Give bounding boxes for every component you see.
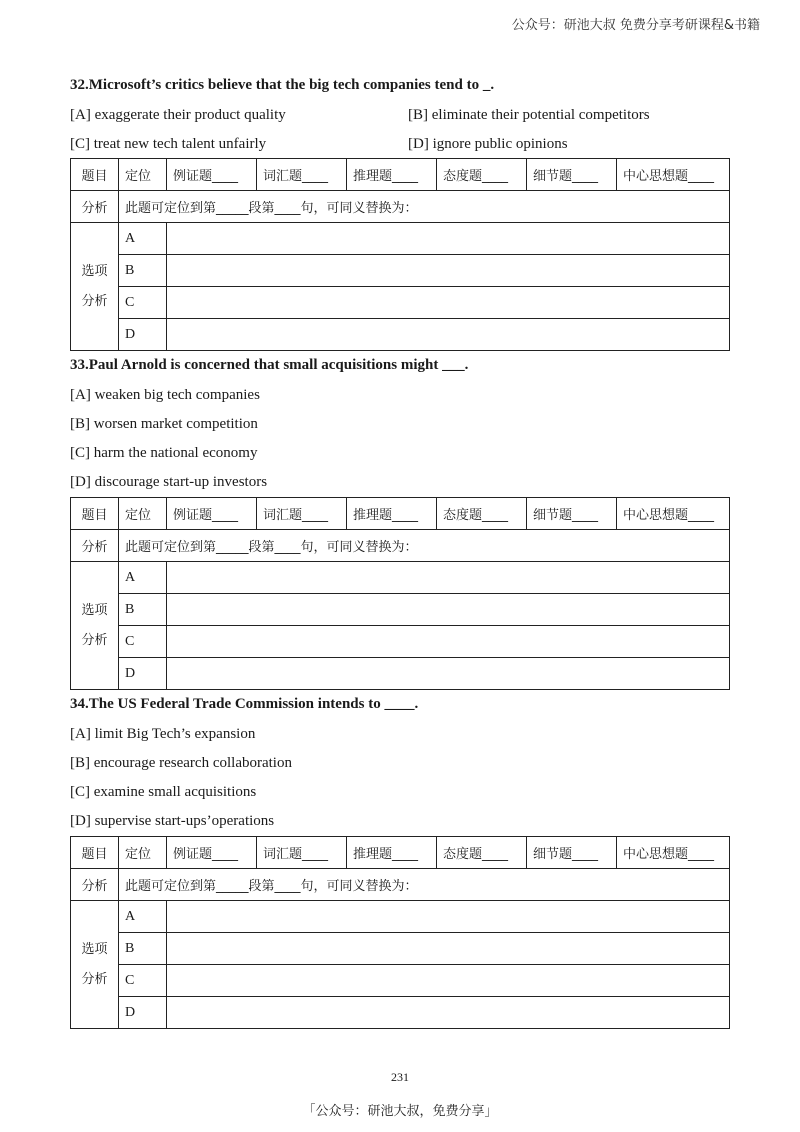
question-34-option-d: [D] supervise start-ups’operations: [70, 813, 275, 829]
options-label-top: 选项: [81, 263, 108, 279]
option-letter: D: [119, 319, 167, 351]
title-label-top: 题目: [71, 159, 119, 191]
question-33-option-d: [D] discourage start-up investors: [70, 474, 268, 490]
type-attitude[interactable]: 态度题____: [437, 159, 527, 191]
options-label: [71, 901, 119, 1029]
option-letter: A: [119, 562, 167, 594]
type-vocabulary[interactable]: 词汇题____: [257, 498, 347, 530]
type-locate: 定位: [119, 159, 167, 191]
options-label-top: 选项: [81, 602, 108, 618]
option-analysis-cell[interactable]: [167, 594, 730, 626]
type-example[interactable]: 例证题____: [167, 159, 257, 191]
option-letter: C: [119, 965, 167, 997]
options-label-top: 选项: [81, 941, 108, 957]
type-detail[interactable]: 细节题____: [527, 498, 617, 530]
type-detail[interactable]: 细节题____: [527, 159, 617, 191]
option-analysis-cell[interactable]: [167, 626, 730, 658]
option-letter: A: [119, 901, 167, 933]
title-label-bottom: 分析: [71, 530, 119, 562]
question-33-option-b: [B] worsen market competition: [70, 416, 258, 432]
locate-sentence[interactable]: 此题可定位到第_____段第____句，可同义替换为：: [119, 530, 730, 562]
option-letter: A: [119, 223, 167, 255]
type-locate: 定位: [119, 498, 167, 530]
question-33-analysis-table: [70, 497, 730, 690]
question-34-option-b: [B] encourage research collaboration: [70, 755, 292, 771]
options-label-bottom: 分析: [81, 293, 108, 309]
option-analysis-cell[interactable]: [167, 997, 730, 1029]
type-vocabulary[interactable]: 词汇题____: [257, 159, 347, 191]
question-34-option-c: [C] examine small acquisitions: [70, 784, 257, 800]
option-analysis-cell[interactable]: [167, 658, 730, 690]
type-attitude[interactable]: 态度题____: [437, 837, 527, 869]
question-33-option-c: [C] harm the national economy: [70, 445, 258, 461]
type-vocabulary[interactable]: 词汇题____: [257, 837, 347, 869]
question-33-option-a: [A] weaken big tech companies: [70, 387, 260, 403]
options-label: [71, 223, 119, 351]
type-inference[interactable]: 推理题____: [347, 498, 437, 530]
title-label-top: 题目: [71, 498, 119, 530]
question-33-title: 33.Paul Arnold is concerned that small acquisitions might ___.: [70, 357, 469, 373]
type-main-idea[interactable]: 中心思想题____: [617, 837, 730, 869]
options-label: [71, 562, 119, 690]
question-34-title: 34.The US Federal Trade Commission intends to ____.: [70, 696, 419, 712]
footer-note: 「公众号：研池大叔，免费分享」: [302, 1104, 498, 1119]
type-attitude[interactable]: 态度题____: [437, 498, 527, 530]
type-main-idea[interactable]: 中心思想题____: [617, 159, 730, 191]
title-label-bottom: 分析: [71, 191, 119, 223]
option-letter: B: [119, 933, 167, 965]
locate-sentence[interactable]: 此题可定位到第_____段第____句，可同义替换为：: [119, 869, 730, 901]
type-example[interactable]: 例证题____: [167, 837, 257, 869]
option-analysis-cell[interactable]: [167, 287, 730, 319]
option-letter: D: [119, 997, 167, 1029]
type-inference[interactable]: 推理题____: [347, 837, 437, 869]
question-34-option-a: [A] limit Big Tech’s expansion: [70, 726, 256, 742]
header-note: 公众号：研池大叔 免费分享考研课程&书籍: [511, 18, 760, 33]
question-32-option-c: [C] treat new tech talent unfairly: [70, 136, 267, 152]
question-32-option-b: [B] eliminate their potential competitors: [408, 107, 650, 123]
option-letter: B: [119, 594, 167, 626]
option-analysis-cell[interactable]: [167, 901, 730, 933]
option-analysis-cell[interactable]: [167, 223, 730, 255]
type-inference[interactable]: 推理题____: [347, 159, 437, 191]
option-analysis-cell[interactable]: [167, 933, 730, 965]
title-label-top: 题目: [71, 837, 119, 869]
type-locate: 定位: [119, 837, 167, 869]
option-analysis-cell[interactable]: [167, 319, 730, 351]
option-letter: C: [119, 626, 167, 658]
option-letter: B: [119, 255, 167, 287]
type-example[interactable]: 例证题____: [167, 498, 257, 530]
option-analysis-cell[interactable]: [167, 562, 730, 594]
page-number: 231: [391, 1070, 409, 1084]
question-32-option-a: [A] exaggerate their product quality: [70, 107, 286, 123]
title-label-bottom: 分析: [71, 869, 119, 901]
question-34-analysis-table: [70, 836, 730, 1029]
question-32-analysis-table: [70, 158, 730, 351]
question-32-option-d: [D] ignore public opinions: [408, 136, 568, 152]
option-analysis-cell[interactable]: [167, 255, 730, 287]
options-label-bottom: 分析: [81, 632, 108, 648]
options-label-bottom: 分析: [81, 971, 108, 987]
option-letter: C: [119, 287, 167, 319]
type-main-idea[interactable]: 中心思想题____: [617, 498, 730, 530]
option-analysis-cell[interactable]: [167, 965, 730, 997]
question-32-title: 32.Microsoft’s critics believe that the big tech companies tend to _.: [70, 77, 495, 93]
option-letter: D: [119, 658, 167, 690]
locate-sentence[interactable]: 此题可定位到第_____段第____句，可同义替换为：: [119, 191, 730, 223]
type-detail[interactable]: 细节题____: [527, 837, 617, 869]
